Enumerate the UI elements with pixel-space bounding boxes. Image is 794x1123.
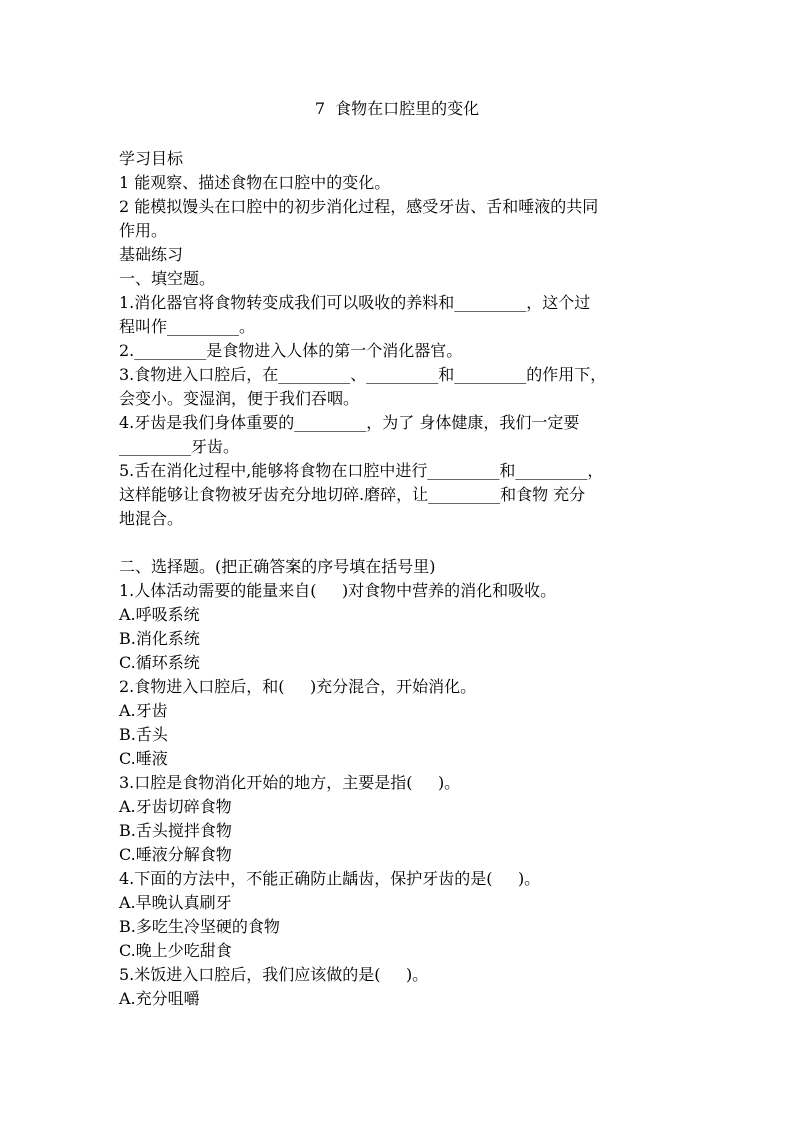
choice-option: B.多吃生冷坚硬的食物	[119, 917, 280, 936]
worksheet-body	[119, 147, 679, 1011]
choice-option: B.舌头搅拌食物	[119, 821, 232, 840]
choice-question-line: 1.人体活动需要的能量来自( )对食物中营养的消化和吸收。	[119, 581, 557, 600]
section-spacer	[119, 531, 679, 555]
objective-item: 作用。	[119, 221, 168, 240]
fill-question-line: 2._________是食物进入人体的第一个消化器官。	[119, 341, 463, 360]
fill-question-line: 这样能够让食物被牙齿充分地切碎.磨碎，让_________和食物 充分	[119, 485, 586, 504]
choice-option: C.唾液分解食物	[119, 845, 232, 864]
fill-question-line: 3.食物进入口腔后，在_________、_________和_________的作用下，	[119, 365, 607, 384]
fill-question-line: _________牙齿。	[119, 437, 240, 456]
choice-question-line: 2.食物进入口腔后，和( )充分混合，开始消化。	[119, 677, 477, 696]
choice-option: C.晚上少吃甜食	[119, 941, 232, 960]
choice-question-line: 3.口腔是食物消化开始的地方，主要是指( )。	[119, 773, 461, 792]
objectives-heading: 学习目标	[119, 149, 184, 168]
objective-item: 2 能模拟馒头在口腔中的初步消化过程，感受牙齿、舌和唾液的共同	[119, 197, 599, 216]
fill-question-line: 1.消化器官将食物转变成我们可以吸收的养料和_________，这个过	[119, 293, 591, 312]
choice-option: C.唾液	[119, 749, 168, 768]
practice-heading: 基础练习	[119, 245, 184, 264]
choice-option: B.舌头	[119, 725, 168, 744]
choice-option: A.早晚认真刷牙	[119, 893, 232, 912]
choice-option: B.消化系统	[119, 629, 200, 648]
choice-option: C.循环系统	[119, 653, 200, 672]
fill-question-line: 地混合。	[119, 509, 184, 528]
fill-question-line: 会变小。变湿润，便于我们吞咽。	[119, 389, 360, 408]
choice-option: A.充分咀嚼	[119, 989, 200, 1008]
fill-question-line: 5.舌在消化过程中,能够将食物在口腔中进行_________和_________，	[119, 461, 604, 480]
choice-option: A.牙齿	[119, 701, 168, 720]
page-title: 7 食物在口腔里的变化	[314, 99, 480, 118]
fill-question-line: 4.牙齿是我们身体重要的_________，为了 身体健康，我们一定要	[119, 413, 580, 432]
choice-section-heading: 二、选择题。(把正确答案的序号填在括号里)	[119, 557, 436, 576]
choice-question-line: 4.下面的方法中，不能正确防止龋齿，保护牙齿的是( )。	[119, 869, 541, 888]
choice-option: A.牙齿切碎食物	[119, 797, 232, 816]
choice-option: A.呼吸系统	[119, 605, 200, 624]
fill-question-line: 程叫作_________。	[119, 317, 256, 336]
choice-question-line: 5.米饭进入口腔后，我们应该做的是( )。	[119, 965, 429, 984]
objective-item: 1 能观察、描述食物在口腔中的变化。	[119, 173, 391, 192]
fill-section-heading: 一、填空题。	[119, 269, 216, 288]
